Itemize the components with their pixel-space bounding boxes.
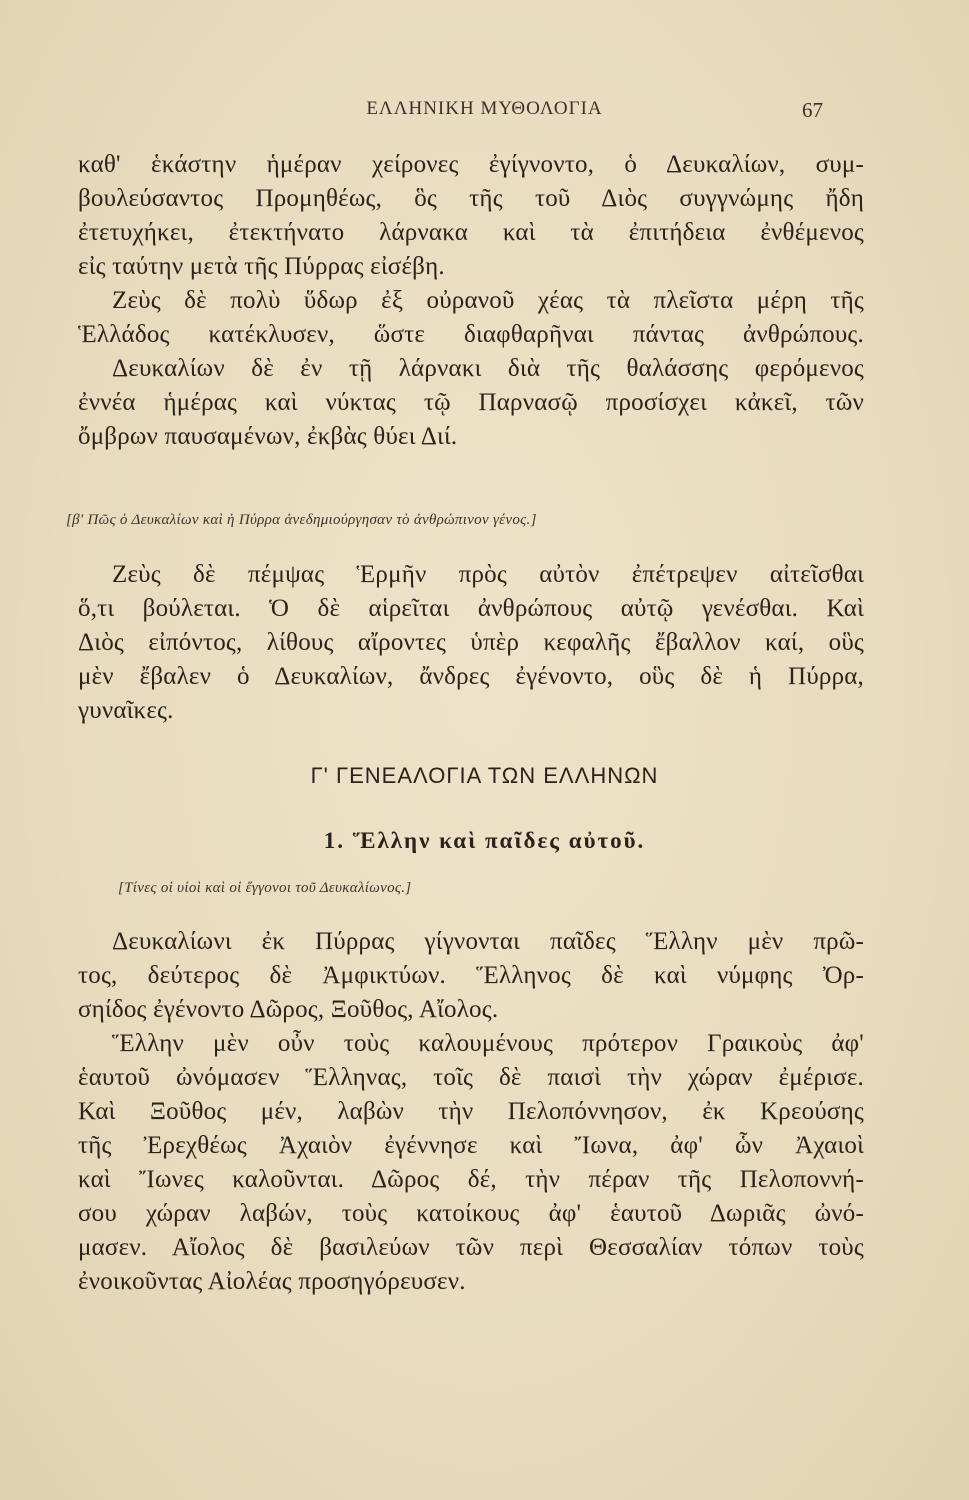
subsection-heading: 1. Ἕλλην καὶ παῖδες αὐτοῦ. [323, 828, 646, 853]
text-line: Ζεὺς δὲ πολὺ ὕδωρ ἐξ οὐρανοῦ χέας τὰ πλεῖστα μέρη τῆς [112, 287, 864, 314]
text-line: Ζεὺς δὲ πέμψας Ἑρμῆν πρὸς αὐτὸν ἐπέτρεψεν αἰτεῖσθαι [112, 561, 864, 588]
text-line: Ἕλλην μὲν οὖν τοὺς καλουμένους πρότερον Γραικοὺς ἀφ' [112, 1030, 864, 1057]
text-line: τος, δεύτερος δὲ Ἀμφικτύων. Ἕλληνος δὲ καὶ νύμφης Ὀρ- [78, 962, 864, 989]
text-line: καθ' ἑκάστην ἡμέραν χείρονες ἐγίγνοντο, ὁ Δευκαλίων, συμ- [78, 151, 864, 178]
text-line: ἐνοικοῦντας Αἰολέας προσηγόρευσεν. [78, 1268, 466, 1295]
text-line: καὶ Ἴωνες καλοῦνται. Δῶρος δέ, τὴν πέραν τῆς Πελοποννή- [78, 1166, 864, 1193]
paragraph-block-1 [78, 148, 864, 454]
text-line: Δευκαλίωνι ἐκ Πύρρας γίγνονται παῖδες Ἕλλην μὲν πρῶ- [112, 928, 864, 955]
text-line: Ἑλλάδος κατέκλυσεν, ὥστε διαφθαρῆναι πάντας ἀνθρώπους. [78, 321, 864, 348]
text-line: ἑαυτοῦ ὠνόμασεν Ἕλληνας, τοῖς δὲ παισὶ τὴν χώραν ἐμέρισε. [78, 1064, 864, 1091]
text-line: ἐτετυχήκει, ἐτεκτήνατο λάρνακα καὶ τὰ ἐπιτήδεια ἐνθέμενος [78, 219, 864, 246]
text-line: Δευκαλίων δὲ ἐν τῇ λάρνακι διὰ τῆς θαλάσσης φερόμενος [112, 355, 864, 382]
text-line: ἐννέα ἡμέρας καὶ νύκτας τῷ Παρνασῷ προσίσχει κἀκεῖ, τῶν [78, 389, 864, 416]
marginal-note: [Τίνες οἱ υἱοὶ καὶ οἱ ἔγγονοι τοῦ Δευκαλίωνος.] [118, 880, 412, 896]
text-line: μασεν. Αἴολος δὲ βασιλεύων τῶν περὶ Θεσσαλίαν τόπων τοὺς [78, 1234, 864, 1261]
text-line: εἰς ταύτην μετὰ τῆς Πύρρας εἰσέβη. [78, 253, 445, 280]
text-line: μὲν ἔβαλεν ὁ Δευκαλίων, ἄνδρες ἐγένοντο, οὓς δὲ ἡ Πύρρα, [78, 663, 864, 690]
section-heading: Γ' ΓΕΝΕΑΛΟΓΙΑ ΤΩΝ ΕΛΛΗΝΩΝ [310, 763, 659, 788]
text-line: τῆς Ἐρεχθέως Ἀχαιὸν ἐγέννησε καὶ Ἴωνα, ἀφ' ὧν Ἀχαιοὶ [78, 1132, 864, 1159]
page-number: 67 [802, 98, 823, 122]
text-line: Καὶ Ξοῦθος μέν, λαβὼν τὴν Πελοπόννησον, ἐκ Κρεούσης [78, 1098, 864, 1125]
text-line: σηίδος ἐγένοντο Δῶρος, Ξοῦθος, Αἴολος. [78, 996, 499, 1023]
running-title: ΕΛΛΗΝΙΚΗ ΜΥΘΟΛΟΓΙΑ [366, 98, 603, 119]
text-line: γυναῖκες. [78, 697, 174, 724]
text-line: ὅ,τι βούλεται. Ὁ δὲ αἱρεῖται ἀνθρώπους αὐτῷ γενέσθαι. Καὶ [78, 595, 864, 622]
paragraph-block-2 [78, 558, 864, 728]
marginal-note: [β' Πῶς ὁ Δευκαλίων καὶ ἡ Πύρρα ἀνεδημιούργησαν τὸ ἀνθρώπινον γένος.] [66, 512, 537, 528]
text-line: σου χώραν λαβών, τοὺς κατοίκους ἀφ' ἑαυτοῦ Δωριᾶς ὠνό- [78, 1200, 864, 1227]
paragraph-block-3 [78, 925, 864, 1299]
text-line: ὄμβρων παυσαμένων, ἐκβὰς θύει Διί. [78, 423, 458, 450]
text-line: βουλεύσαντος Προμηθέως, ὃς τῆς τοῦ Διὸς συγγνώμης ἤδη [78, 185, 864, 212]
running-head [0, 98, 969, 128]
text-line: Διὸς εἰπόντος, λίθους αἴροντες ὑπὲρ κεφαλῆς ἔβαλλον καί, οὓς [78, 629, 864, 656]
